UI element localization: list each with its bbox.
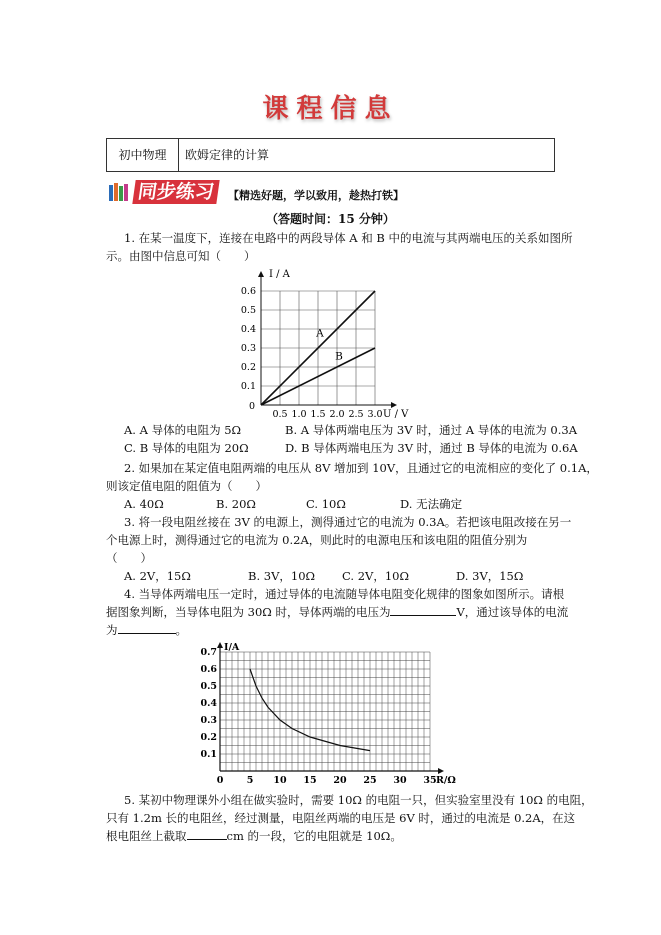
q3-option-b: B. 3V，10Ω xyxy=(248,569,316,583)
q1-line2: 示。由图中信息可知（ ） xyxy=(106,249,256,263)
q3-line1: 3. 将一段电阻丝接在 3V 的电源上，测得通过它的电流为 0.3A。若把该电阻改接在另一 xyxy=(124,515,572,529)
books-icon xyxy=(108,182,130,202)
y-tick-label: 0.5 xyxy=(240,305,256,316)
q5-answer-blank[interactable] xyxy=(187,827,227,840)
x-tick-label: 25 xyxy=(363,775,377,786)
x-tick-label: 1.5 xyxy=(310,409,326,420)
y-axis-arrow xyxy=(217,642,223,648)
y-tick-label: 0.7 xyxy=(200,647,217,658)
page-title: 课程信息 xyxy=(262,94,399,124)
x-tick-label: 0 xyxy=(216,775,224,786)
q5-line3-end: cm 的一段，它的电阻就是 10Ω。 xyxy=(226,829,402,843)
chart-current-resistance xyxy=(200,634,470,786)
q5-line2: 只有 1.2m 长的电阻丝，经过测量，电阻丝两端的电压是 6V 时，通过的电流是 0.2A，在这 xyxy=(106,811,576,825)
q2-option-b: B. 20Ω xyxy=(216,497,256,511)
series-label-b: B xyxy=(335,350,343,363)
q5-line3 xyxy=(106,826,402,846)
topic-cell: 欧姆定律的计算 xyxy=(185,148,270,162)
time-note: （答题时间：15 分钟） xyxy=(266,212,395,226)
x-tick-label: 5 xyxy=(246,775,254,786)
y-axis-label: I/A xyxy=(224,642,240,653)
y-axis-label: I / A xyxy=(269,269,290,280)
q1-option-d: D. B 导体两端电压为 3V 时，通过 B 导体的电流为 0.6A xyxy=(285,441,578,455)
q1-line1: 1. 在某一温度下，连接在电路中的两段导体 A 和 B 中的电流与其两端电压的关系如图所 xyxy=(124,231,573,245)
x-tick-label: 3.0 xyxy=(367,409,383,420)
q4-line2-end: V，通过该导体的电流 xyxy=(456,605,569,619)
y-tick-label: 0.5 xyxy=(200,681,217,692)
y-tick-label: 0.4 xyxy=(240,324,256,335)
q3-option-a: A. 2V，15Ω xyxy=(124,569,191,583)
y-tick-label: 0.2 xyxy=(200,732,217,743)
q4-answer-blank-2[interactable] xyxy=(118,621,176,634)
x-axis-label: R/Ω xyxy=(436,775,456,786)
x-axis-arrow xyxy=(438,768,444,774)
q4-line3-end: 。 xyxy=(175,623,187,637)
q4-line2-start: 据图象判断，当导体电阻为 30Ω 时，导体两端的电压为 xyxy=(106,605,391,619)
x-tick-label: 20 xyxy=(333,775,347,786)
q2-option-d: D. 无法确定 xyxy=(400,497,463,511)
q4-line3 xyxy=(106,620,187,640)
y-tick-label: 0.6 xyxy=(200,664,217,675)
y-tick-label: 0.3 xyxy=(240,343,256,354)
q2-option-c: C. 10Ω xyxy=(306,497,346,511)
x-tick-label: 10 xyxy=(273,775,287,786)
x-axis-label: U / V xyxy=(383,409,409,420)
y-tick-label: 0.6 xyxy=(240,286,256,297)
q4-line1: 4. 当导体两端电压一定时，通过导体的电流随导体电阻变化规律的图象如图所示。请根 xyxy=(124,587,565,601)
y-tick-label: 0.3 xyxy=(200,715,217,726)
q3-option-d: D. 3V，15Ω xyxy=(456,569,524,583)
y-tick-label: 0.1 xyxy=(240,381,256,392)
q2-option-a: A. 40Ω xyxy=(124,497,164,511)
x-tick-label: 0.5 xyxy=(272,409,288,420)
q5-line1: 5. 某初中物理课外小组在做实验时，需要 10Ω 的电阻一只，但实验室里没有 10Ω 的电阻， xyxy=(124,793,593,807)
q4-line2 xyxy=(106,602,568,622)
x-tick-label: 2.0 xyxy=(329,409,345,420)
x-tick-label: 15 xyxy=(303,775,317,786)
subject-cell: 初中物理 xyxy=(107,139,179,171)
x-tick-label: 2.5 xyxy=(348,409,364,420)
course-info-table xyxy=(106,138,555,172)
q5-line3-start: 根电阻丝上截取 xyxy=(106,829,187,843)
q2-line2: 则该定值电阻的阻值为（ ） xyxy=(106,479,267,493)
q1-option-b: B. A 导体两端电压为 3V 时，通过 A 导体的电流为 0.3A xyxy=(285,423,578,437)
y-tick-label: 0.4 xyxy=(200,698,217,709)
section-subtitle: 【精选好题，学以致用，趁热打铁】 xyxy=(228,189,404,202)
x-axis-arrow xyxy=(391,402,397,408)
y-tick-label: 0.2 xyxy=(240,362,256,373)
q4-answer-blank-1[interactable] xyxy=(390,603,456,616)
x-tick-label: 1.0 xyxy=(291,409,307,420)
y-axis-arrow xyxy=(258,271,264,277)
origin-label: 0 xyxy=(248,401,255,412)
q3-line2: 个电源上时，测得通过它的电流为 0.2A，则此时的电源电压和该电阻的阻值分别为 xyxy=(106,533,528,547)
series-label-a: A xyxy=(316,327,324,340)
section-title: 同步练习 xyxy=(132,180,219,204)
x-tick-label: 35 xyxy=(423,775,437,786)
q3-line3: （ ） xyxy=(106,551,152,565)
y-tick-label: 0.1 xyxy=(200,749,217,760)
q1-option-a: A. A 导体的电阻为 5Ω xyxy=(124,423,242,437)
q1-option-c: C. B 导体的电阻为 20Ω xyxy=(124,441,249,455)
chart-current-voltage xyxy=(225,268,430,420)
q4-line3-start: 为 xyxy=(106,623,118,637)
q2-line1: 2. 如果加在某定值电阻两端的电压从 8V 增加到 10V，且通过它的电流相应的变化了 0.1A， xyxy=(124,461,598,475)
q3-option-c: C. 2V，10Ω xyxy=(342,569,409,583)
x-tick-label: 30 xyxy=(393,775,407,786)
